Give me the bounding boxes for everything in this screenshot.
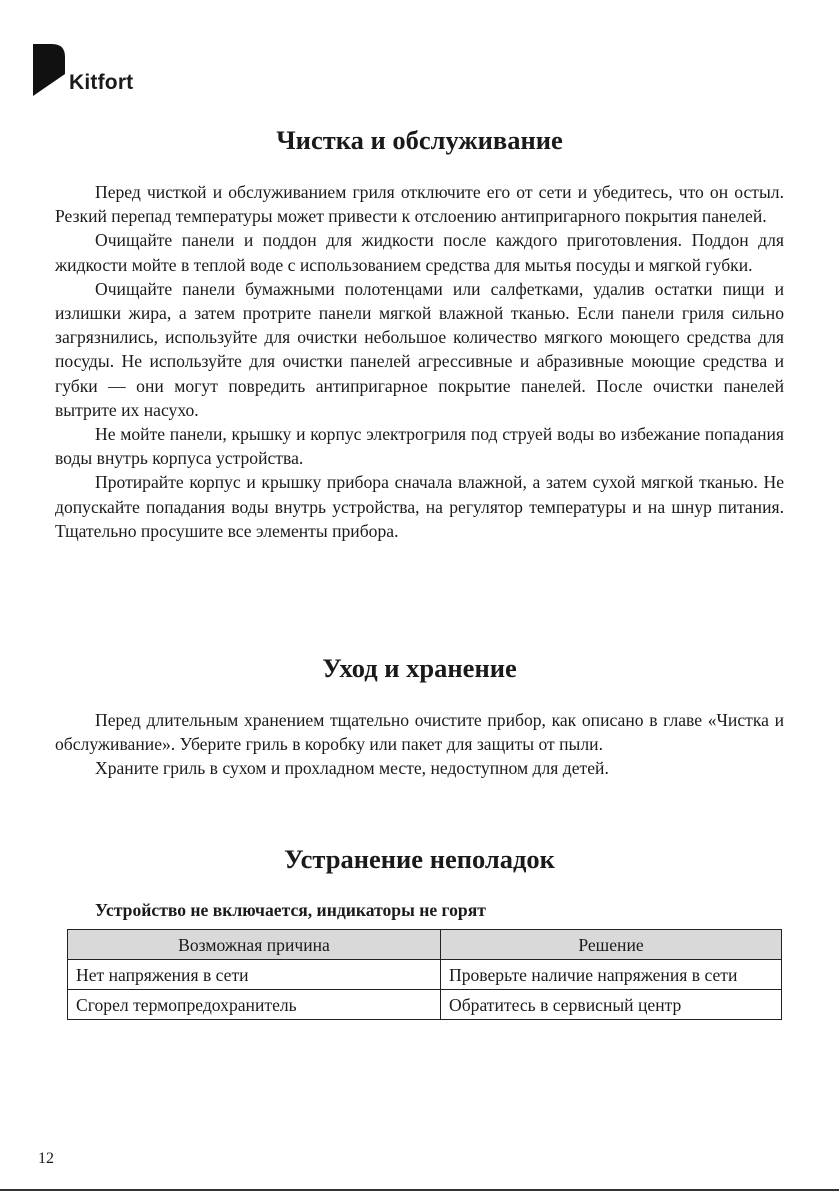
- paragraph: Храните гриль в сухом и прохладном месте, недоступном для детей.: [95, 758, 609, 779]
- cause-cell: Сгорел термопредохранитель: [68, 990, 441, 1020]
- storage-body: [55, 708, 784, 781]
- cleaning-body: [55, 180, 784, 543]
- table-row: [68, 990, 782, 1020]
- paragraph: Перед чисткой и обслуживанием гриля отключите его от сети и убедитесь, что он остыл. Резкий перепад температуры может привести к отслоению антипригарного покрытия панелей.: [55, 182, 784, 227]
- column-header-cause: Возможная причина: [68, 930, 441, 960]
- problem-heading: Устройство не включается, индикаторы не горят: [95, 900, 486, 920]
- brand-name: Kitfort: [69, 71, 134, 94]
- cause-cell: Нет напряжения в сети: [68, 960, 441, 990]
- column-header-solution: Решение: [441, 930, 782, 960]
- page-number: 12: [38, 1150, 54, 1167]
- paragraph: Очищайте панели и поддон для жидкости после каждого приготовления. Поддон для жидкости мойте в теплой воде с использованием средства для мытья посуды и мягкой губки.: [55, 230, 784, 275]
- paragraph: Очищайте панели бумажными полотенцами или салфетками, удалив остатки пищи и излишки жира, а затем протрите панели мягкой влажной тканью. Если панели гриля сильно загрязнились, используйте для очистки небольшое количество мягкого моющего средства для посуды. Не используйте для очистки панелей агрессивные и абразивные моющие средства и губки — они могут повредить антипригарное покрытие панелей. После очистки панелей вытрите их насухо.: [55, 278, 784, 420]
- cleaning-title: Чистка и обслуживание: [276, 125, 563, 155]
- troubleshooting-title: Устранение неполадок: [284, 844, 555, 874]
- troubleshooting-table: [67, 929, 782, 1020]
- table-row: [68, 960, 782, 990]
- kitfort-logo-mark-icon: [33, 44, 65, 96]
- table-header-row: [68, 930, 782, 960]
- solution-cell: Обратитесь в сервисный центр: [441, 990, 782, 1020]
- paragraph: Не мойте панели, крышку и корпус электрогриля под струей воды во избежание попадания воды внутрь корпуса устройства.: [55, 424, 784, 469]
- kitfort-logo: [33, 44, 153, 100]
- paragraph: Перед длительным хранением тщательно очистите прибор, как описано в главе «Чистка и обслуживание». Уберите гриль в коробку или пакет для защиты от пыли.: [55, 710, 784, 755]
- solution-cell: Проверьте наличие напряжения в сети: [441, 960, 782, 990]
- storage-title: Уход и хранение: [322, 653, 517, 683]
- paragraph: Протирайте корпус и крышку прибора сначала влажной, а затем сухой мягкой тканью. Не допускайте попадания воды внутрь устройства, на регулятор температуры и на шнур питания. Тщательно просушите все элементы прибора.: [55, 472, 784, 541]
